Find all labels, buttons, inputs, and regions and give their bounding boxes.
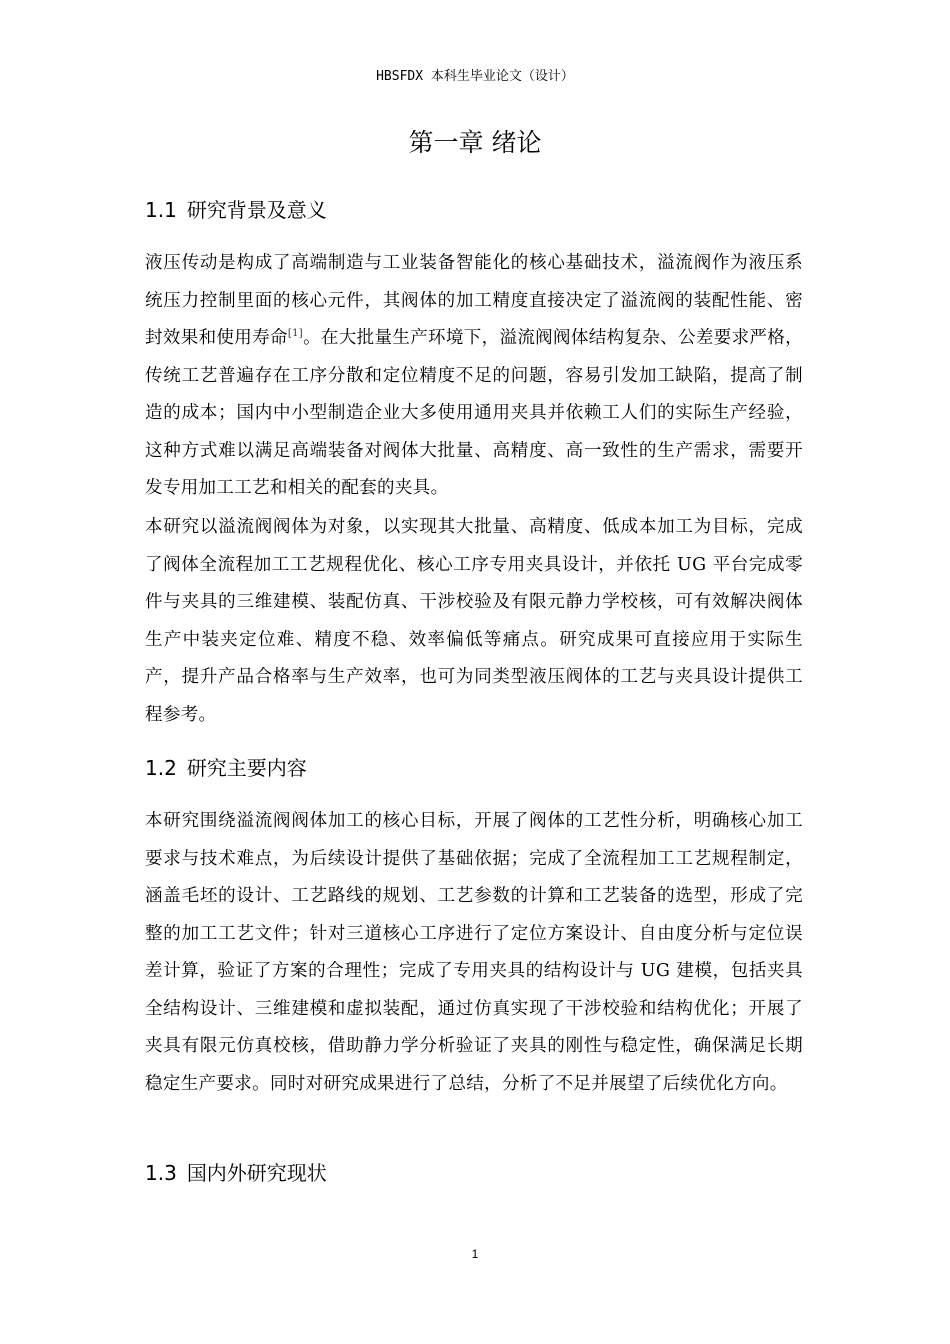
section-title: 国内外研究现状 — [186, 1161, 327, 1185]
chapter-title: 第一章 绪论 — [408, 128, 542, 157]
section-heading-1-2 — [145, 753, 307, 783]
section-title: 研究主要内容 — [186, 756, 307, 780]
paragraph-text: 。在大批量生产环境下，溢流阀阀体结构复杂、公差要求严格，传统工艺普遍存在工序分散和定位精度不足的问题，容易引发加工缺陷，提高了制造的成本；国内中小型制造企业大多使用通用夹具并依赖工人们的实际生产经验，这种方式难以满足高端装备对阀体大批量、高精度、高一致性的生产需求，需要开发专用加工工艺和相关的配套的夹具。 — [145, 328, 803, 498]
page-number: 1 — [471, 1247, 479, 1261]
section-title: 研究背景及意义 — [186, 198, 327, 222]
citation-ref: [1] — [287, 328, 304, 340]
running-header: HBSFDX 本科生毕业论文（设计） — [376, 69, 574, 84]
section-number: 1.2 — [145, 756, 177, 780]
section-heading-1-3 — [145, 1158, 327, 1188]
section-number: 1.1 — [145, 198, 177, 222]
paragraph-significance: 本研究以溢流阀阀体为对象，以实现其大批量、高精度、低成本加工为目标，完成了阀体全流程加工工艺规程优化、核心工序专用夹具设计，并依托 UG 平台完成零件与夹具的三维建模、装配仿真、干涉校验及有限元静力学校核，可有效解决阀体生产中装夹定位难、精度不稳、效率偏低等痛点。研究成果可直接应用于实际生产，提升产品合格率与生产效率，也可为同类型液压阀体的工艺与夹具设计提供工程参考。 — [145, 517, 803, 725]
section-number: 1.3 — [145, 1161, 177, 1185]
section-heading-1-1 — [145, 195, 327, 225]
paragraph-background — [145, 245, 803, 508]
paragraph-text: 液压传动是构成了高端制造与工业装备智能化的核心基础技术，溢流阀作为液压系统压力控制里面的核心元件，其阀体的加工精度直接决定了溢流阀的装配性能、密封效果和使用寿命 — [145, 253, 803, 348]
paragraph-main-content: 本研究围绕溢流阀阀体加工的核心目标，开展了阀体的工艺性分析，明确核心加工要求与技术难点，为后续设计提供了基础依据；完成了全流程加工工艺规程制定，涵盖毛坯的设计、工艺路线的规划、工艺参数的计算和工艺装备的选型，形成了完整的加工工艺文件；针对三道核心工序进行了定位方案设计、自由度分析与定位误差计算，验证了方案的合理性；完成了专用夹具的结构设计与 UG 建模，包括夹具全结构设计、三维建模和虚拟装配，通过仿真实现了干涉校验和结构优化；开展了夹具有限元仿真校核，借助静力学分析验证了夹具的刚性与稳定性，确保满足长期稳定生产要求。同时对研究成果进行了总结，分析了不足并展望了后续优化方向。 — [145, 811, 803, 1094]
